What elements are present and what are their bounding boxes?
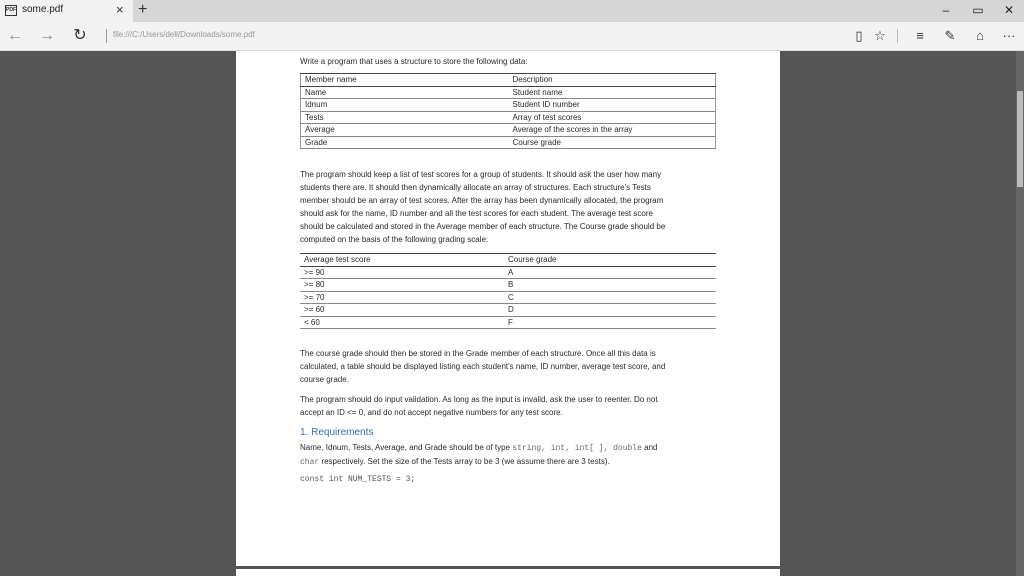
table-row (300, 279, 716, 292)
scrollbar-track[interactable] (1016, 51, 1024, 576)
paragraph-3 (300, 393, 716, 419)
address-bar[interactable]: file:///C:/Users/dell/Downloads/some.pdf (113, 30, 255, 39)
table-header-cell: Description (509, 74, 716, 87)
next-page-edge (236, 569, 780, 576)
members-table (300, 73, 716, 149)
tab-bar (0, 0, 1024, 22)
paragraph-line: computed on the basis of the following grading scale: (300, 235, 489, 244)
type-char: char (300, 458, 320, 467)
table-row (300, 266, 716, 279)
new-tab-button[interactable]: + (138, 1, 148, 18)
tab-title: some.pdf (22, 4, 64, 15)
paragraph-1 (300, 168, 716, 246)
paragraph-line: The program should do input validation. As long as the input is invalid, ask the user to reenter. Do not (300, 395, 658, 404)
table-cell: Student ID number (509, 99, 716, 112)
grading-scale-table (300, 253, 716, 329)
table-row (301, 99, 716, 112)
back-button[interactable]: ← (7, 27, 23, 44)
paragraph-line: students there are. It should then dynamically allocate an array of structures. Each structure's Tests (300, 183, 651, 192)
table-cell: Grade (301, 136, 509, 149)
table-cell: B (508, 279, 716, 292)
table-row (300, 304, 716, 317)
table-cell: Course grade (509, 136, 716, 149)
requirements-text (300, 441, 716, 469)
paragraph-line (300, 455, 716, 469)
tab-some-pdf[interactable] (0, 0, 133, 22)
table-row (301, 111, 716, 124)
table-cell: >= 80 (300, 279, 508, 292)
text-span: Name, Idnum, Tests, Average, and Grade should be of type (300, 443, 513, 452)
requirements-heading: 1. Requirements (300, 427, 374, 438)
table-cell: Idnum (301, 99, 509, 112)
scrollbar-thumb[interactable] (1017, 91, 1023, 187)
table-cell: >= 60 (300, 304, 508, 317)
paragraph-line: should ask for the name, ID number and all the test scores for each student. The average test score (300, 209, 653, 218)
pdf-page (236, 51, 780, 566)
code-snippet: const int NUM_TESTS = 3; (300, 475, 416, 484)
refresh-button[interactable]: ↻ (73, 27, 87, 44)
minimize-button[interactable]: – (942, 3, 950, 17)
table-header-cell: Member name (301, 74, 509, 87)
reading-view-icon[interactable]: ▯ (855, 28, 863, 43)
table-cell: F (508, 316, 716, 329)
table-header-row (300, 254, 716, 267)
address-divider (106, 29, 107, 43)
type-list: string, int, int[ ], double (512, 444, 642, 453)
text-span: and (641, 443, 658, 452)
forward-button[interactable]: → (39, 27, 55, 44)
pdf-viewer[interactable] (0, 51, 1024, 576)
paragraph-line (300, 441, 716, 455)
paragraph-line: course grade. (300, 375, 349, 384)
paragraph-2 (300, 347, 716, 386)
table-cell: >= 70 (300, 291, 508, 304)
paragraph-line: accept an ID <= 0, and do not accept negative numbers for any test score. (300, 408, 563, 417)
table-row (301, 86, 716, 99)
table-cell: Name (301, 86, 509, 99)
table-cell: Average of the scores in the array (509, 124, 716, 137)
table-cell: < 60 (300, 316, 508, 329)
table-row (300, 316, 716, 329)
paragraph-line: The program should keep a list of test scores for a group of students. It should ask the user how many (300, 170, 662, 179)
table-cell: Average (301, 124, 509, 137)
table-header-cell: Course grade (508, 254, 716, 267)
web-note-icon[interactable]: ✎ (944, 28, 956, 43)
table-header-cell: Average test score (300, 254, 508, 267)
favorite-star-icon[interactable]: ☆ (874, 28, 886, 43)
table-row (301, 136, 716, 149)
table-cell: D (508, 304, 716, 317)
paragraph-line: should be calculated and stored in the Average member of each structure. The Course grade should be (300, 222, 666, 231)
text-span: respectively. Set the size of the Tests array to be 3 (we assume there are 3 tests). (319, 457, 610, 466)
table-cell: Array of test scores (509, 111, 716, 124)
pdf-file-icon: PDF (5, 5, 17, 16)
table-row (301, 124, 716, 137)
paragraph-line: member should be an array of test scores. After the array has been dynamically allocated, the program (300, 196, 664, 205)
table-cell: A (508, 266, 716, 279)
intro-text: Write a program that uses a structure to store the following data: (300, 57, 528, 66)
table-header-row (301, 74, 716, 87)
hub-icon[interactable]: ≡ (916, 28, 924, 43)
table-cell: >= 90 (300, 266, 508, 279)
more-icon[interactable]: ··· (1002, 28, 1016, 43)
restore-button[interactable]: ▭ (972, 3, 984, 17)
toolbar-divider (897, 29, 898, 43)
paragraph-line: calculated, a table should be displayed listing each student's name, ID number, average test score, and (300, 362, 666, 371)
paragraph-line: The course grade should then be stored in the Grade member of each structure. Once all this data is (300, 349, 656, 358)
share-icon[interactable]: ⌂ (976, 28, 984, 43)
close-window-button[interactable]: ✕ (1003, 3, 1015, 17)
table-cell: C (508, 291, 716, 304)
navigation-bar (0, 22, 1024, 51)
table-cell: Student name (509, 86, 716, 99)
table-cell: Tests (301, 111, 509, 124)
tab-close-icon[interactable]: × (116, 2, 124, 17)
table-row (300, 291, 716, 304)
